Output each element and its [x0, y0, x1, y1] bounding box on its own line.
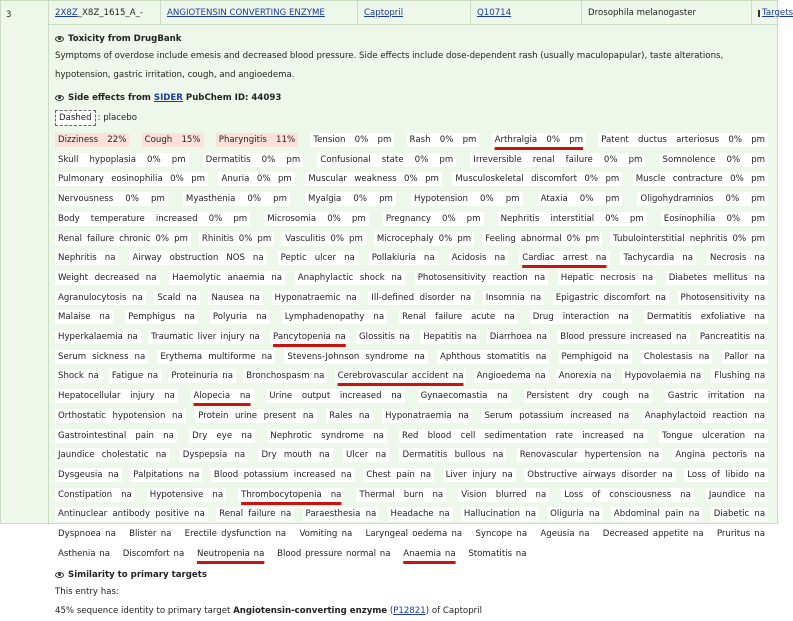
side-effect-tag: Hepatocellular injury na — [55, 389, 178, 403]
side-effect-tag: Agranulocytosis na — [55, 291, 146, 305]
side-effect-tag: Anorexia na — [556, 369, 615, 383]
side-effect-tag: Malaise na — [55, 310, 113, 324]
toxicity-section-header[interactable] — [55, 30, 771, 47]
side-effect-tag: Serum sickness na — [55, 350, 148, 364]
side-effect-tag: Pharyngitis 11% — [216, 133, 298, 147]
side-effect-tag: Renal failure chronic 0% pm — [55, 232, 191, 246]
side-effect-tag: Myalgia 0% pm — [305, 192, 396, 206]
targets-cell — [752, 1, 793, 25]
side-effect-tag: Traumatic liver injury na — [148, 330, 263, 344]
organism-cell — [582, 1, 752, 25]
side-effect-tag: Dermatitis exfoliative na — [644, 310, 768, 324]
side-effect-tag: Tubulointerstitial nephritis 0% pm — [610, 232, 768, 246]
entry-details — [49, 25, 777, 617]
side-effect-tag: Scald na — [154, 291, 200, 305]
side-effect-tag: Photosensitivity reaction na — [415, 271, 548, 285]
side-effect-tag: Alopecia na — [191, 389, 254, 403]
side-effect-tag: Proteinuria na — [168, 369, 236, 383]
side-effect-tag: Anaemia na — [400, 547, 458, 561]
side-effect-tag: Cardiac arrest na — [519, 251, 609, 265]
side-effect-tag: Constipation na — [55, 488, 135, 502]
drug-link[interactable]: Captopril — [364, 8, 404, 18]
side-effect-tag: Diabetes mellitus na — [666, 271, 768, 285]
side-effect-tag: Nervousness 0% pm — [55, 192, 168, 206]
side-effect-tag: Diarrhoea na — [487, 330, 550, 344]
side-effect-tag: Laryngeal oedema na — [363, 527, 466, 541]
side-effect-tag: Necrosis na — [707, 251, 768, 265]
side-effect-tag: Dermatitis 0% pm — [203, 153, 304, 167]
side-effect-tag: Erectile dysfunction na — [182, 527, 290, 541]
target-name-link[interactable]: ANGIOTENSIN CONVERTING ENZYME — [167, 8, 325, 18]
primary-target-name: Angiotensin-converting enzyme — [233, 606, 388, 617]
side-effect-tag: Myasthenia 0% pm — [183, 192, 290, 206]
side-effect-tag: Nausea na — [208, 291, 262, 305]
side-effect-tag: Jaundice na — [706, 488, 768, 502]
side-effect-tag: Discomfort na — [120, 547, 187, 561]
entry-header — [49, 1, 793, 25]
pubchem-id: PubChem ID: 44093 — [185, 92, 282, 103]
targets-link[interactable]: Targets — [762, 8, 793, 18]
side-effect-tag: Headache na — [388, 507, 453, 521]
side-effect-tag: Dry eye na — [189, 429, 255, 443]
side-effect-tag: Angina pectoris na — [672, 448, 768, 462]
side-effect-tag: Epigastric discomfort na — [553, 291, 669, 305]
side-effect-tag: Microcephaly 0% pm — [374, 232, 474, 246]
side-effect-tag: Photosensitivity na — [678, 291, 769, 305]
uniprot-cell — [471, 1, 582, 25]
side-effect-tag: Tachycardia na — [620, 251, 696, 265]
similarity-title: Similarity to primary targets — [68, 569, 207, 580]
side-effect-tag: Cough 15% — [142, 133, 204, 147]
side-effect-tag: Tension 0% pm — [310, 133, 394, 147]
side-effect-tag: Decreased appetite na — [600, 527, 707, 541]
side-effect-tag: Jaundice cholestatic na — [55, 448, 169, 462]
side-effect-tag: Shock na — [55, 369, 102, 383]
side-effect-tag: Pollakiuria na — [369, 251, 438, 265]
side-effects-section-header[interactable] — [55, 89, 771, 106]
side-effect-tag: Weight decreased na — [55, 271, 160, 285]
side-effect-tag: Pallor na — [722, 350, 768, 364]
side-effect-tag: Chest pain na — [363, 468, 434, 482]
side-effect-tag: Glossitis na — [356, 330, 413, 344]
placebo-legend — [55, 108, 771, 128]
dashed-legend-box: Dashed — [55, 110, 96, 126]
side-effect-tag: Nephritis interstitial 0% pm — [498, 212, 647, 226]
side-effect-tag: Loss of consciousness na — [561, 488, 694, 502]
side-effect-tag: Pemphigoid na — [559, 350, 632, 364]
side-effect-tag: Haemolytic anaemia na — [169, 271, 285, 285]
side-effect-tag: Blood pressure normal na — [274, 547, 393, 561]
row-index: 3 — [1, 1, 49, 525]
side-effect-tag: Syncope na — [472, 527, 530, 541]
side-effect-tag: Pulmonary eosinophilia 0% pm — [55, 172, 208, 186]
uniprot-link[interactable]: Q10714 — [477, 8, 512, 18]
side-effect-tag: Renal failure acute na — [399, 310, 518, 324]
side-effect-tag: Dry mouth na — [258, 448, 332, 462]
side-effect-tag: Peptic ulcer na — [278, 251, 358, 265]
side-effect-tag: Bronchospasm na — [243, 369, 327, 383]
side-effect-tag: Dizziness 22% — [55, 133, 129, 147]
side-effect-tag: Dyspepsia na — [180, 448, 248, 462]
similarity-intro: This entry has: — [55, 587, 119, 598]
side-effect-tag: Rhinitis 0% pm — [199, 232, 274, 246]
side-effect-tag: Vasculitis 0% pm — [282, 232, 366, 246]
side-effect-tag: Neutropenia na — [194, 547, 267, 561]
side-effect-tag: Gastrointestinal pain na — [55, 429, 177, 443]
side-effect-tag: Skull hypoplasia 0% pm — [55, 153, 189, 167]
eye-icon — [55, 572, 64, 578]
side-effects-list — [55, 131, 771, 564]
side-effect-tag: Eosinophilia 0% pm — [661, 212, 768, 226]
side-effect-tag: Dysgeusia na — [55, 468, 122, 482]
side-effect-tag: Renovascular hypertension na — [517, 448, 662, 462]
side-effect-tag: Urine output increased na — [266, 389, 405, 403]
side-effect-tag: Blood pressure increased na — [557, 330, 689, 344]
side-effect-tag: Persistent dry cough na — [524, 389, 653, 403]
side-effect-tag: Gynaecomastia na — [418, 389, 511, 403]
side-effect-tag: Body temperature increased 0% pm — [55, 212, 250, 226]
similarity-detail: 45% sequence identity to primary target Angiotensin-converting enzyme (P12821) of Captopril — [55, 606, 482, 617]
side-effect-tag: Antinuclear antibody positive na — [55, 507, 208, 521]
side-effect-tag: Oligohydramnios 0% pm — [637, 192, 768, 206]
side-effect-tag: Musculoskeletal discomfort 0% pm — [452, 172, 622, 186]
side-effect-tag: Anuria 0% pm — [218, 172, 294, 186]
side-effect-tag: Angioedema na — [474, 369, 549, 383]
side-effect-tag: Pruritus na — [714, 527, 768, 541]
drug-cell — [358, 1, 471, 25]
side-effect-tag: Polyuria na — [210, 310, 270, 324]
side-effects-title-prefix: Side effects from — [68, 92, 151, 103]
side-effect-tag: Pancreatitis na — [697, 330, 768, 344]
side-effect-tag: Ill-defined disorder na — [368, 291, 474, 305]
side-effect-tag: Nephrotic syndrome na — [267, 429, 387, 443]
side-effect-tag: Liver injury na — [443, 468, 516, 482]
similarity-pct: 45% sequence identity to primary target — [55, 606, 231, 617]
side-effect-tag: Palpitations na — [130, 468, 202, 482]
side-effect-tag: Stevens-Johnson syndrome na — [284, 350, 427, 364]
side-effect-tag: Blister na — [126, 527, 174, 541]
side-effect-tag: Nephritis na — [55, 251, 118, 265]
eye-icon — [55, 95, 64, 101]
side-effect-tag: Microsomia 0% pm — [264, 212, 369, 226]
side-effect-tag: Anaphylactic shock na — [295, 271, 405, 285]
structure-cell — [49, 1, 161, 25]
similarity-suffix: of Captopril — [431, 606, 482, 617]
side-effect-tag: Thrombocytopenia na — [238, 488, 344, 502]
side-effect-tag: Asthenia na — [55, 547, 113, 561]
side-effect-tag: Irreversible renal failure 0% pm — [470, 153, 645, 167]
side-effect-tag: Rales na — [326, 409, 372, 423]
side-effect-tag: Diabetic na — [711, 507, 768, 521]
side-effect-tag: Rash 0% pm — [407, 133, 480, 147]
side-effect-tag: Pancytopenia na — [270, 330, 349, 344]
side-effect-tag: Hepatitis na — [420, 330, 479, 344]
side-effect-tag: Insomnia na — [483, 291, 544, 305]
side-effect-tag: Airway obstruction NOS na — [129, 251, 266, 265]
structure-link[interactable]: 2X8Z — [55, 8, 78, 18]
organism-text: Drosophila melanogaster — [588, 8, 697, 18]
side-effect-tag: Muscular weakness 0% pm — [305, 172, 442, 186]
side-effect-tag: Pregnancy 0% pm — [383, 212, 484, 226]
side-effect-tag: Serum potassium increased na — [481, 409, 632, 423]
side-effect-tag: Cholestasis na — [641, 350, 713, 364]
side-effect-tag: Vision blurred na — [458, 488, 549, 502]
toxicity-text: Symptoms of overdose include emesis and decreased blood pressure. Side effects include dose-dependent rash (usually maculopapular), taste alterations, hypotension, gastric irritation, cough, and angioedema. — [55, 51, 724, 80]
side-effect-tag: Anaphylactoid reaction na — [642, 409, 768, 423]
primary-target-accession[interactable]: P12821 — [393, 606, 426, 617]
side-effect-tag: Arthralgia 0% pm — [492, 133, 586, 147]
side-effect-tag: Hyponatraemia na — [382, 409, 472, 423]
similarity-section-header[interactable] — [55, 566, 771, 583]
side-effect-tag: Acidosis na — [449, 251, 509, 265]
side-effect-tag: Hypovolaemia na — [622, 369, 704, 383]
side-effect-tag: Pemphigus na — [125, 310, 198, 324]
sider-link[interactable]: SIDER — [153, 92, 183, 103]
toxicity-title: Toxicity from DrugBank — [68, 33, 182, 44]
side-effect-tag: Renal failure na — [216, 507, 294, 521]
side-effect-tag: Feeling abnormal 0% pm — [482, 232, 602, 246]
side-effect-tag: Hypotension 0% pm — [411, 192, 523, 206]
side-effect-tag: Lymphadenopathy na — [282, 310, 387, 324]
side-effect-tag: Orthostatic hypotension na — [55, 409, 186, 423]
legend-text: : placebo — [97, 113, 138, 123]
side-effect-tag: Oliguria na — [547, 507, 603, 521]
side-effect-tag: Confusional state 0% pm — [317, 153, 456, 167]
side-effect-tag: Cerebrovascular accident na — [335, 369, 467, 383]
side-effect-tag: Vomiting na — [296, 527, 355, 541]
side-effect-tag: Drug interaction na — [530, 310, 632, 324]
side-effect-tag: Thermal burn na — [356, 488, 446, 502]
side-effect-tag: Dyspnoea na — [55, 527, 119, 541]
side-effect-tag: Hypotensive na — [147, 488, 226, 502]
side-effect-tag: Loss of libido na — [684, 468, 768, 482]
side-effect-tag: Protein urine present na — [195, 409, 316, 423]
side-effect-tag: Ulcer na — [343, 448, 389, 462]
side-effect-tag: Obstructive airways disorder na — [524, 468, 675, 482]
side-effect-tag: Tongue ulceration na — [659, 429, 768, 443]
side-effect-tag: Ataxia 0% pm — [538, 192, 623, 206]
side-effect-tag: Paraesthesia na — [303, 507, 380, 521]
eye-icon — [55, 36, 64, 42]
side-effect-tag: Somnolence 0% pm — [659, 153, 768, 167]
side-effect-tag: Erythema multiforme na — [157, 350, 275, 364]
side-effect-tag: Fatigue na — [109, 369, 161, 383]
side-effect-tag: Hyperkalaemia na — [55, 330, 141, 344]
target-name-cell — [161, 1, 358, 25]
side-effect-tag: Ageusia na — [537, 527, 592, 541]
side-effect-tag: Dermatitis bullous na — [399, 448, 506, 462]
side-effect-tag: Red blood cell sedimentation rate increased na — [399, 429, 647, 443]
side-effect-tag: Stomatitis na — [465, 547, 529, 561]
structure-suffix: _X8Z_1615_A_- — [77, 8, 143, 18]
side-effect-tag: Gastric irritation na — [665, 389, 768, 403]
side-effect-tag: Blood potassium increased na — [211, 468, 355, 482]
side-effect-tag: Hepatic necrosis na — [558, 271, 656, 285]
side-effect-tag: Flushing na — [711, 369, 768, 383]
side-effect-tag: Hyponatraemic na — [272, 291, 360, 305]
side-effect-tag: Muscle contracture 0% pm — [633, 172, 768, 186]
side-effect-tag: Abdominal pain na — [611, 507, 703, 521]
side-effect-tag: Patent ductus arteriosus 0% pm — [598, 133, 768, 147]
table-icon — [758, 10, 760, 17]
side-effect-tag: Aphthous stomatitis na — [437, 350, 549, 364]
side-effect-tag: Hallucination na — [461, 507, 539, 521]
